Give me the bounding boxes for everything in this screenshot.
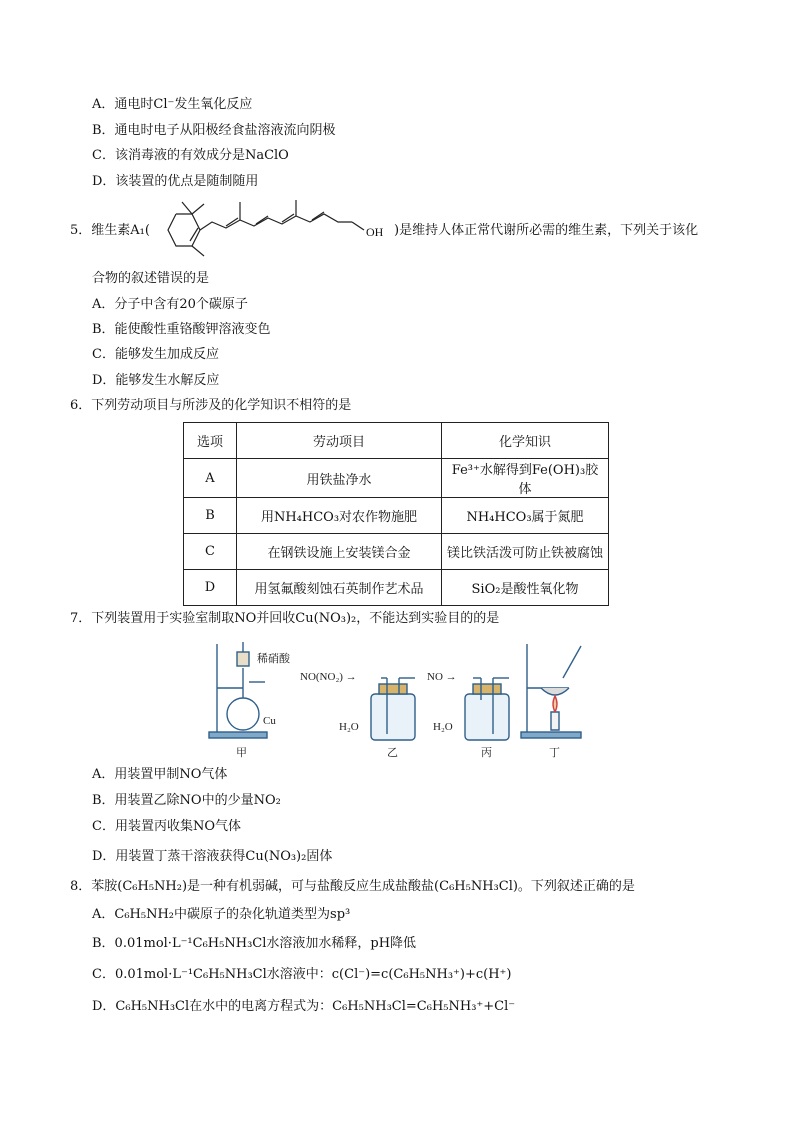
row-b-option: B [184, 498, 237, 534]
q7-option-c: C．用装置丙收集NO气体 [92, 819, 241, 834]
row-a-project: 用铁盐净水 [237, 459, 442, 498]
q5-stem-line2: 合物的叙述错误的是 [92, 271, 210, 286]
row-c-knowledge: 镁比铁活泼可防止铁被腐蚀 [442, 534, 609, 570]
header-option: 选项 [184, 423, 237, 459]
q4-option-b: B．通电时电子从阳极经食盐溶液流向阴极 [92, 123, 336, 138]
q7-option-a: A．用装置甲制NO气体 [92, 767, 228, 782]
oh-label: OH [366, 225, 384, 239]
caption-bing: 丙 [481, 747, 492, 759]
table-header-row [184, 423, 609, 459]
header-project: 劳动项目 [237, 423, 442, 459]
q5-option-d: D．能够发生水解反应 [92, 373, 220, 388]
row-d-knowledge: SiO₂是酸性氧化物 [442, 570, 609, 606]
row-a-knowledge: Fe³⁺水解得到Fe(OH)₃胶体 [442, 459, 609, 498]
caption-jia: 甲 [236, 747, 247, 759]
q4-option-c: C．该消毒液的有效成分是NaClO [92, 148, 289, 163]
water-c-label: H₂O [433, 721, 453, 733]
row-c-option: C [184, 534, 237, 570]
cu-label: Cu [263, 715, 276, 727]
q5-stem-prefix: 5．维生素A₁( [70, 223, 150, 238]
q7-option-b: B．用装置乙除NO中的少量NO₂ [92, 793, 281, 808]
q8-option-d: D．C₆H₅NH₃Cl在水中的电离方程式为：C₆H₅NH₃Cl=C₆H₅NH₃⁺+Cl⁻ [92, 999, 516, 1014]
acid-label: 稀硝酸 [257, 653, 290, 665]
q4-option-d: D．该装置的优点是随制随用 [92, 174, 259, 189]
q8-option-b: B．0.01mol·L⁻¹C₆H₅NH₃Cl水溶液加水稀释，pH降低 [92, 936, 417, 951]
table-row [184, 498, 609, 534]
q6-stem: 6．下列劳动项目与所涉及的化学知识不相符的是 [70, 398, 352, 413]
table-row [184, 534, 609, 570]
q8-option-a: A．C₆H₅NH₂中碳原子的杂化轨道类型为sp³ [92, 907, 351, 922]
gas-in-c-label: NO → [427, 671, 457, 683]
gas-in-b-label: NO(NO₂) → [300, 671, 357, 683]
caption-yi: 乙 [387, 747, 398, 759]
header-knowledge: 化学知识 [442, 423, 609, 459]
row-b-project: 用NH₄HCO₃对农作物施肥 [237, 498, 442, 534]
q5-stem-suffix: )是维持人体正常代谢所必需的维生素，下列关于该化 [394, 223, 699, 238]
row-b-knowledge: NH₄HCO₃属于氮肥 [442, 498, 609, 534]
caption-ding: 丁 [549, 747, 560, 759]
vitamin-a1-structure [152, 196, 392, 264]
q5-option-c: C．能够发生加成反应 [92, 347, 219, 362]
q8-stem: 8．苯胺(C₆H₅NH₂)是一种有机弱碱，可与盐酸反应生成盐酸盐(C₆H₅NH₃Cl)。下列叙述正确的是 [70, 879, 635, 894]
q5-option-b: B．能使酸性重铬酸钾溶液变色 [92, 322, 271, 337]
table-row [184, 459, 609, 498]
q6-table [183, 422, 609, 606]
water-b-label: H₂O [339, 721, 359, 733]
row-c-project: 在钢铁设施上安装镁合金 [237, 534, 442, 570]
q5-option-a: A．分子中含有20个碳原子 [92, 297, 248, 312]
q7-option-d: D．用装置丁蒸干溶液获得Cu(NO₃)₂固体 [92, 849, 333, 864]
q7-stem: 7．下列装置用于实验室制取NO并回收Cu(NO₃)₂，不能达到实验目的的是 [70, 611, 500, 626]
q7-apparatus [205, 638, 605, 760]
row-d-project: 用氢氟酸刻蚀石英制作艺术品 [237, 570, 442, 606]
row-a-option: A [184, 459, 237, 498]
row-d-option: D [184, 570, 237, 606]
table-row [184, 570, 609, 606]
q8-option-c: C．0.01mol·L⁻¹C₆H₅NH₃Cl水溶液中：c(Cl⁻)=c(C₆H₅NH₃⁺)+c(H⁺) [92, 967, 512, 982]
q4-option-a: A．通电时Cl⁻发生氧化反应 [92, 97, 253, 112]
